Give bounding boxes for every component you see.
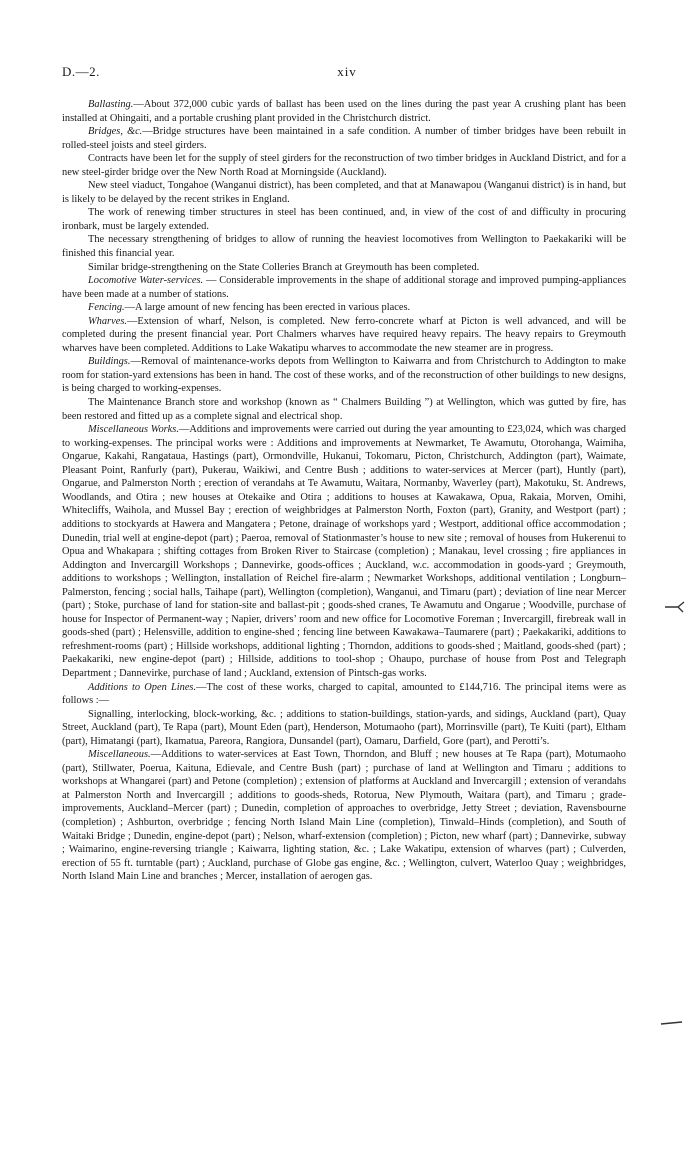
paragraph-heading: Miscellaneous.	[88, 749, 151, 761]
page-header	[62, 64, 632, 84]
paragraph-ballasting	[62, 98, 626, 125]
paragraph-heading: Additions to Open Lines.	[88, 681, 197, 693]
paragraph-text: —Removal of maintenance-works depots from Wellington to Kaiwarra and from Christchurch to Addington to make room for station-yard extensions has been in hand. The cost of these works, and of the reconstruction of other buildings to new designs, is being charged to working-expenses.	[62, 356, 626, 395]
paragraph-water-services	[62, 274, 626, 301]
paragraph-greymouth	[62, 261, 626, 275]
paragraph-heading: Bridges, &c.	[88, 126, 143, 138]
paragraph-strengthening	[62, 233, 626, 260]
paragraph-text: — Considerable improvements in the shape of additional storage and improved pumping-appliances have been made at a number of stations.	[62, 275, 626, 300]
margin-scan-mark	[660, 1018, 684, 1034]
paragraph-wharves	[62, 315, 626, 356]
paragraph-text: Similar bridge-strengthening on the State Colleries Branch at Greymouth has been completed.	[88, 261, 480, 273]
paragraph-miscellaneous-works	[62, 423, 626, 680]
report-body	[62, 98, 626, 884]
paragraph-text: New steel viaduct, Tongahoe (Wanganui district), has been completed, and that at Manawapou (Wanganui district) is in hand, but is likely to be delayed by the recent strikes in England.	[62, 180, 626, 205]
page-number: xiv	[337, 64, 357, 79]
paragraph-text: Signalling, interlocking, block-working, &c. ; additions to station-buildings, station-yards, and sidings, Auckland (part), Quay Street, Auckland (part), Te Rapa (part), Mount Eden (part), Henderson, Motumaoho (part), Morrinsville (part), Te Kuiti (part), Eltham (part), Himatangi (part), Ikamatua, Pareora, Rangiora, Dunsandel (part), Oamaru, Darfield, Gore (part), and Perotti’s.	[62, 708, 626, 747]
paragraph-heading: Buildings.	[88, 356, 131, 368]
scan-mark-icon	[664, 600, 686, 614]
paragraph-text: The Maintenance Branch store and workshop (known as “ Chalmers Building ”) at Wellington, which was gutted by fire, has been restored and fitted up as a complete signal and electrical shop.	[62, 397, 626, 422]
paragraph-text: —About 372,000 cubic yards of ballast has been used on the lines during the past year A crushing plant has been installed at Ohingaiti, and a portable crushing plant provided in the Christchurch district.	[62, 99, 626, 124]
paragraph-bridges	[62, 125, 626, 152]
paragraph-open-lines	[62, 681, 626, 708]
document-reference: D.—2.	[62, 64, 100, 79]
paragraph-heading: Locomotive Water-services.	[88, 275, 204, 287]
paragraph-store-workshop	[62, 396, 626, 423]
margin-scan-mark	[664, 600, 686, 618]
paragraph-text: —A large amount of new fencing has been erected in various places.	[124, 302, 411, 314]
paragraph-buildings	[62, 355, 626, 396]
paragraph-heading: Ballasting.	[88, 99, 134, 110]
paragraph-text: Contracts have been let for the supply of steel girders for the reconstruction of two timber bridges in Auckland District, and for a new steel-girder bridge over the New North Road at Morningside (Auckland).	[62, 153, 626, 178]
paragraph-viaduct	[62, 179, 626, 206]
paragraph-text: The necessary strengthening of bridges to allow of running the heaviest locomotives from Wellington to Paekakariki will be finished this financial year.	[62, 234, 626, 260]
paragraph-heading: Fencing.	[88, 302, 125, 314]
paragraph-signalling	[62, 708, 626, 749]
paragraph-text: —Bridge structures have been maintained in a safe condition. A number of timber bridges have been rebuilt in rolled-steel joists and steel girders.	[62, 126, 626, 151]
paragraph-text: —Additions and improvements were carried out during the year amounting to £23,024, which was charged to working-expenses. The principal works were : Additions and improvements at Newmarket, Te Awamutu, Otorohanga, Waimiha, Ongarue, Kakahi, Rangataua, Hastings (part), Ormondville, Hukanui, Tokomaru, Picton, Christchurch, Addington (part), Waimate, Pleasant Point, Ranfurly (part), Pukerau, Waikiwi, and Centre Bush ; additions to water-services at Mercer (part), Huntly (part), Ongarue, and Palmerston North ; erection of verandahs at Te Awamutu, Waitara, Normanby, Waverley (part), Makotuku, St. Andrews, Woodlands, and Otira ; new houses at Otekaike and Otira ; additions to houses at Kawakawa, Opua, Rakaia, Morven, Omihi, Whitecliffs, Waihola, and Mussel Bay ; erection of weighbridges at Palmerston North, Foxton (part), Granity, and Westport (part) ; additions to stockyards at Hawera and Mangatera ; Petone, drainage of workshops yard ; Westport, additional office accommodation ; Dunedin, trial well at engine-depot (part) ; Paeroa, removal of Stationmaster’s house to new site ; removal of houses from Hukerenui to Opua and Whakapara ; shifting cottages from Broken River to Staircase (completion) ; Manakau, level crossing ; fire appliances in Addington and Invercargill Workshops ; Dannevirke, goods-offices ; Auckland, w.c. accommodation in goods-yard ; Greymouth, additions to workshops ; Wellington, installation of Reichel fire-alarm ; Newmarket Workshops, additional ventilation ; Longburn–Palmerston, fencing ; social halls, Taihape (part), Wellington (completion), Wanganui, and Timaru (part) ; deviation of line near Mercer (part) ; Stoke, purchase of land for station-site and ballast-pit ; goods-shed cranes, Te Awamutu and Ongarue ; Woodville, purchase of house for Inspector of Permanent-way ; Napier, drivers’ room and new office for Locomotive Foreman ; Invercargill, firebreak wall in goods-shed (part) ; Helensville, addition to engine-shed ; fencing line between Kawakawa–Taumarere (part) ; Paekakariki, additions to refreshment-rooms (part) ; Hillside workshops, additional lighting ; Thorndon, additions to goods-shed ; Maitland, goods-shed (part) ; Paekakariki, new engine-depot (part) ; Hillside, additions to tool-shop ; Ohaupo, purchase of house from Post and Telegraph Department ; Dannevirke, purchase of land ; Auckland, extension of Pintsch-gas works.	[62, 424, 626, 679]
paragraph-text: —Extension of wharf, Nelson, is completed. New ferro-concrete wharf at Picton is well advanced, and will be completed during the present financial year. Port Chalmers wharves have required heavy repairs. The heavy repairs to Greymouth wharves have been completed. Additions to Lake Wakatipu wharves to accommodate the new steamer are in progress.	[62, 315, 626, 354]
paragraph-miscellaneous	[62, 748, 626, 883]
paragraph-text: —Additions to water-services at East Town, Thorndon, and Bluff ; new houses at Te Rapa (part), Motumaoho (part), Stillwater, Poerua, Kaituna, Edievale, and Centre Bush (part) ; purchase of land at Wellington and Timaru ; additions to workshops at Whangarei (part) and Petone (completion) ; extension of platforms at Auckland and Invercargill ; extension of verandahs at Palmerston North and Invercargill ; additions to goods-sheds, Rotorua, New Plymouth, Waitara (part), and Timaru ; grade-improvements, Auckland–Mercer (part) ; Dunedin, completion of approaches to overbridge, Jetty Street ; deviation, Ravensbourne (completion) ; Ashburton, overbridge ; fencing North Island Main Line (completion), Tinwald–Hinds (completion), and South of Waitaki Bridge ; Dunedin, engine-depot (part) ; Nelson, wharf-extension (completion) ; Picton, new wharf (part) ; Dannevirke, subway ; Waimarino, engine-reversing triangle ; Kaiwarra, lighting station, &c. ; Lake Wakatipu, extension of wharves (part) ; Culverden, erection of 55 ft. turntable (part) ; Auckland, purchase of Globe gas engine, &c. ; Wellington, culvert, Waterloo Quay ; weighbridges, North Island Main Line and branches ; Mercer, installation of aerogen gas.	[62, 749, 626, 883]
paragraph-heading: Wharves.	[88, 315, 127, 327]
paragraph-timber-renewal	[62, 206, 626, 233]
scan-mark-icon	[660, 1018, 684, 1030]
paragraph-fencing	[62, 301, 626, 315]
paragraph-text: The work of renewing timber structures in steel has been continued, and, in view of the cost of and difficulty in procuring ironbark, must be largely extended.	[62, 207, 626, 232]
paragraph-heading: Miscellaneous Works.	[88, 424, 179, 436]
paragraph-contracts	[62, 152, 626, 179]
paragraph-text: —The cost of these works, charged to capital, amounted to £144,716. The principal items were as follows :—	[62, 681, 626, 707]
